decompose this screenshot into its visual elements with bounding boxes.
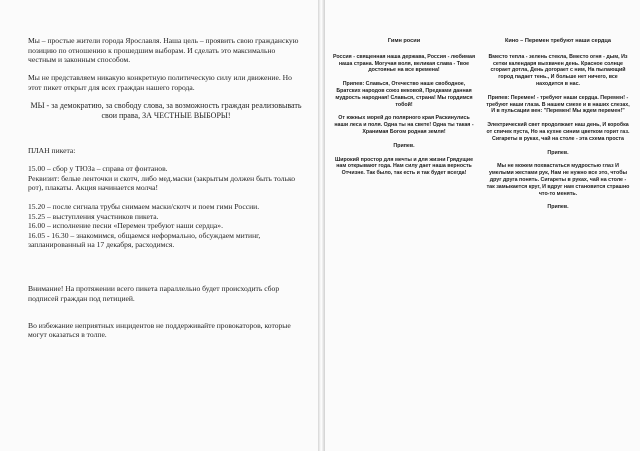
plan-item: 16.05 - 16.30 – знакомимся, общаемся неформально, обсуждаем митинг, запланированный на 17 декабря, расходимся. — [28, 230, 261, 250]
left-page — [0, 0, 318, 451]
plan-item: 15.00 – сбор у ТЮЗа – справа от фонтанов. — [28, 164, 168, 174]
anthem-column — [331, 38, 477, 184]
slogan-paragraph: МЫ - за демократию, за свободу слова, за возможность граждан реализовывать свои права, ЗА ЧЕСТНЫЕ ВЫБОРЫ! — [30, 101, 302, 121]
intro-paragraph: Мы – простые жители города Ярославля. Наша цель – проявить свою гражданскую позицию по отношению к прошедшим выборам. И сделать это максимально честным и законным способом. — [28, 36, 299, 65]
anthem-chorus: Припев: Славься, Отечество наше свободное, Братских народов союз вековой, Предками данная мудрость народная! Славься, страна! Мы гордимся тобой! — [335, 81, 473, 108]
song-column — [485, 38, 631, 218]
plan-item: 16.00 – исполнение песни «Перемен требуют наши сердца». — [28, 221, 223, 231]
anthem-chorus-ref: Припев. — [393, 142, 415, 149]
song-chorus-ref: Припев. — [547, 204, 569, 211]
page-fold — [318, 0, 325, 451]
anthem-title: Гимн росии — [387, 38, 421, 44]
anthem-stanza: От южных морей до полярного края Раскинулись наши леса и поля. Одна ты на свете! Одна ты такая - Хранимая Богом родная земля! — [334, 115, 474, 135]
song-stanza: Мы не можем похвастаться мудростью глаз И умелыми жестами рук, Нам не нужно все это, чтобы друг друга понять. Сигареты в руках, чай на столе - так замыкается круг, И вдруг нам становится страшно что-то менять. — [486, 163, 630, 197]
attention-paragraph: Внимание! На протяжении всего пикета параллельно будет происходить сбор подписей граждан под петицией. — [28, 283, 280, 303]
anthem-stanza: Широкий простор для мечты и для жизни Грядущие нам открывают года. Нам силу дает наша верность Отчизне. Так было, так есть и так будет всегда! — [334, 156, 474, 177]
song-chorus-ref: Припев. — [547, 149, 569, 156]
warning-paragraph: Во избежание неприятных инцидентов не поддерживайте провокаторов, которые могут оказаться в толпе. — [28, 320, 291, 340]
song-chorus: Припев: Перемен! - требуют наши сердца. Перемен! - требуют наши глаза. В нашем смехе и в наших слезах, И в пульсации вен: "Перемен! Мы ждем перемен!" — [486, 94, 630, 115]
no-politics-paragraph: Мы не представляем никакую конкретную политическую силу или движение. Но этот пикет открыт для всех граждан нашего города. — [28, 73, 292, 92]
song-title: Кино – Перемен требуют наши сердца — [504, 38, 612, 44]
song-stanza: Вместо тепла - зелень стекла, Вместо огня - дым, Из сетки календаря выхвачен день. Красное солнце сгорает дотла, День догорает с ним, На пылающий город падает тень., И больше нет ничего, все находится в нас. — [488, 53, 628, 87]
plan-item: 15.20 – после сигнала трубы снимаем маски/скотч и поем гимн России. — [28, 201, 260, 211]
plan-title: ПЛАН пикета: — [28, 145, 76, 155]
right-page — [325, 0, 640, 451]
plan-item: 15.25 – выступления участников пикета. — [28, 211, 159, 221]
plan-item: Реквизит: белые ленточки и скотч, либо мед.маски (закрытым должен быть только рот), плакаты. Акция начинается молча! — [28, 173, 296, 193]
anthem-stanza: Россия - священная наша держава, Россия - любимая наша страна. Могучая воля, великая слава - Твое достоянье на все времена! — [332, 53, 476, 74]
song-stanza: Электрический свет продолжает наш день, И коробка от спичек пуста, Но на кухне синим цветком горит газ. Сигареты в руках, чай на столе - эта схема проста — [486, 122, 630, 142]
